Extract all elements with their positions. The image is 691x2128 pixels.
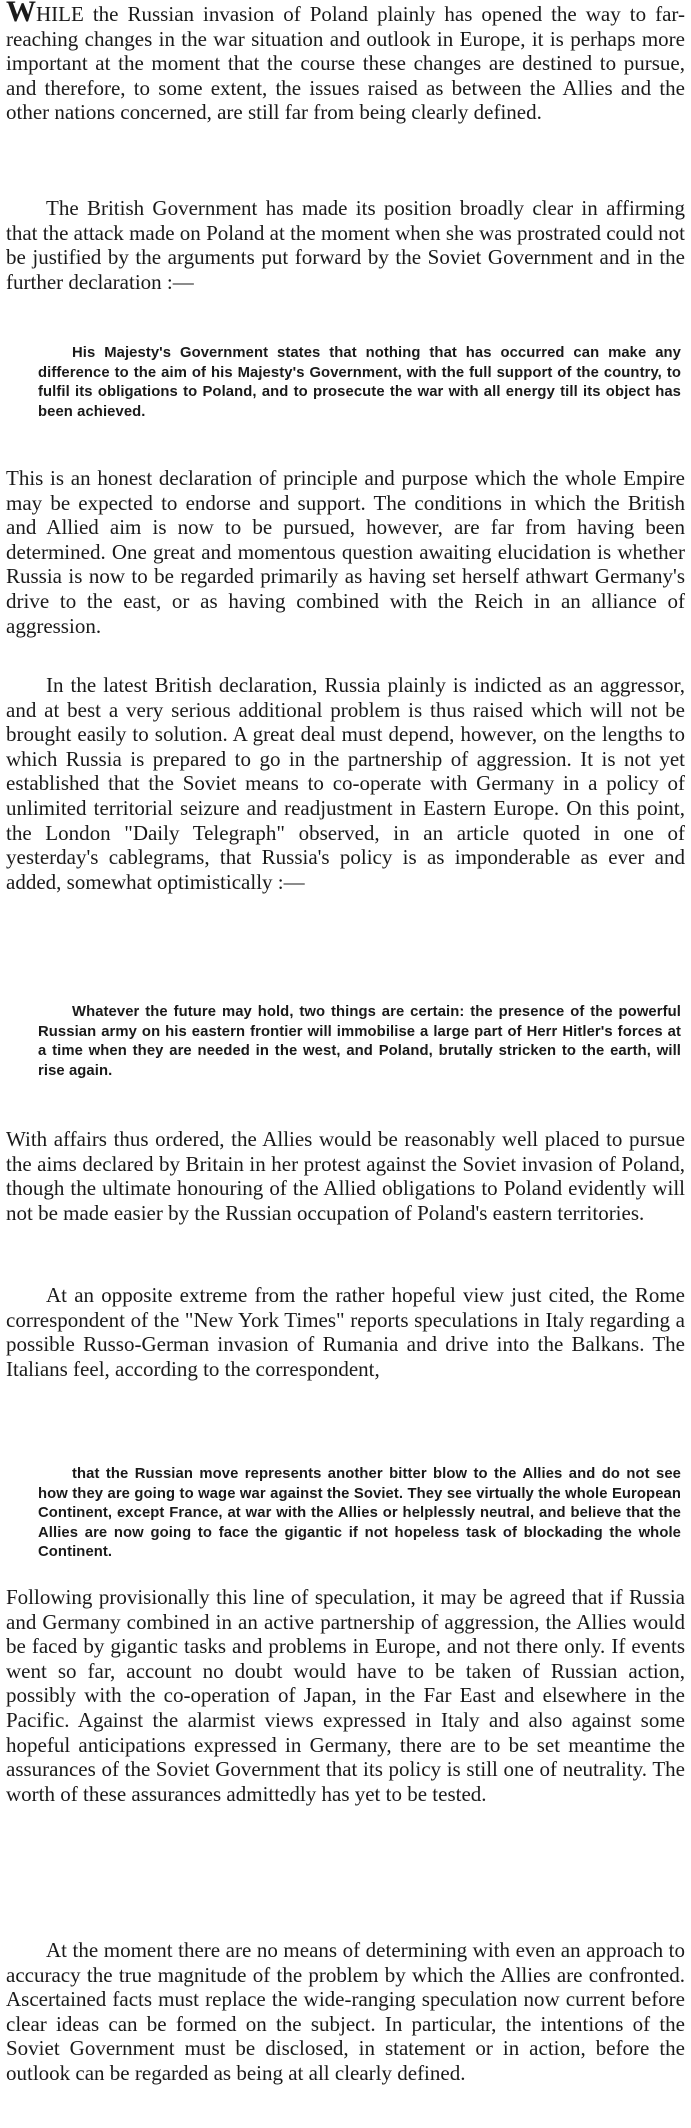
opening-paragraph-text: HILE the Russian invasion of Poland plainly has opened the way to far-reaching changes in the war situation and outlook in Europe, it is perhaps more important at the moment that the course these changes are destined to pursue, and therefore, to some extent, the issues raised as between the Allies and the other nations concerned, are still far from being clearly defined. (6, 2, 685, 125)
russia-aggressor-paragraph: In the latest British declaration, Russia plainly is indicted as an aggressor, and at best a very serious additional problem is thus raised which will not be brought easily to solution. A great deal must depend, however, on the lengths to which Russia is prepared to go in the partnership of aggression. It is not yet established that the Soviet means to co-operate with Germany in a policy of unlimited territorial seizure and readjustment in Eastern Europe. On this point, the London "Daily Telegraph" observed, in an article quoted in one of yesterday's cablegrams, that Russia's policy is as imponderable as ever and added, somewhat optimistically :— (6, 673, 685, 894)
opening-paragraph (6, 2, 685, 125)
british-position-paragraph: The British Government has made its position broadly clear in affirming that the attack made on Poland at the moment when she was prostrated could not be justified by the arguments put forward by the Soviet Government and in the further declaration :— (6, 196, 685, 294)
drop-cap-letter: W (6, 0, 36, 28)
rome-correspondent-paragraph: At an opposite extreme from the rather hopeful view just cited, the Rome correspondent of the "New York Times" reports speculations in Italy regarding a possible Russo-German invasion of Rumania and drive into the Balkans. The Italians feel, according to the correspondent, (6, 1283, 685, 1381)
government-statement-quote: His Majesty's Government states that nothing that has occurred can make any difference to the aim of his Majesty's Government, with the full support of the country, to fulfil its obligations to Poland, and to prosecute the war with all energy till its object has been achieved. (38, 345, 681, 420)
declaration-paragraph: This is an honest declaration of principle and purpose which the whole Empire may be expected to endorse and support. The conditions in which the British and Allied aim is now to be pursued, however, are far from having been determined. One great and momentous question awaiting elucidation is whether Russia is now to be regarded primarily as having set herself athwart Germany's drive to the east, or as having combined with the Reich in an alliance of aggression. (6, 466, 685, 638)
allies-placement-paragraph: With affairs thus ordered, the Allies would be reasonably well placed to pursue the aims declared by Britain in her protest against the Soviet invasion of Poland, though the ultimate honouring of the Allied obligations to Poland evidently will not be made easier by the Russian occupation of Poland's eastern territories. (6, 1127, 685, 1225)
italian-view-quote: that the Russian move represents another bitter blow to the Allies and do not see how they are going to wage war against the Soviet. They see virtually the whole European Continent, except France, at war with the Allies or helplessly neutral, and believe that the Allies are now going to face the gigantic if not hopeless task of blockading the whole Continent. (38, 1466, 681, 1560)
closing-paragraph: At the moment there are no means of determining with even an approach to accuracy the true magnitude of the problem by which the Allies are confronted. Ascertained facts must replace the wide-ranging speculation now current before clear ideas can be formed on the subject. In particular, the intentions of the Soviet Government must be disclosed, in statement or in action, before the outlook can be regarded as being at all clearly defined. (6, 1938, 685, 2085)
daily-telegraph-quote: Whatever the future may hold, two things are certain: the presence of the powerful Russian army on his eastern frontier will immobilise a large part of Herr Hitler's forces at a time when they are needed in the west, and Poland, brutally stricken to the earth, will rise again. (38, 1004, 681, 1079)
speculation-paragraph: Following provisionally this line of speculation, it may be agreed that if Russia and Germany combined in an active partnership of aggression, the Allies would be faced by gigantic tasks and problems in Europe, and not there only. If events went so far, account no doubt would have to be taken of Russian action, possibly with the co-operation of Japan, in the Far East and elsewhere in the Pacific. Against the alarmist views expressed in Italy and also against some hopeful anticipations expressed in Germany, there are to be set meantime the assurances of the Soviet Government that its policy is still one of neutrality. The worth of these assurances admittedly has yet to be tested. (6, 1585, 685, 1806)
